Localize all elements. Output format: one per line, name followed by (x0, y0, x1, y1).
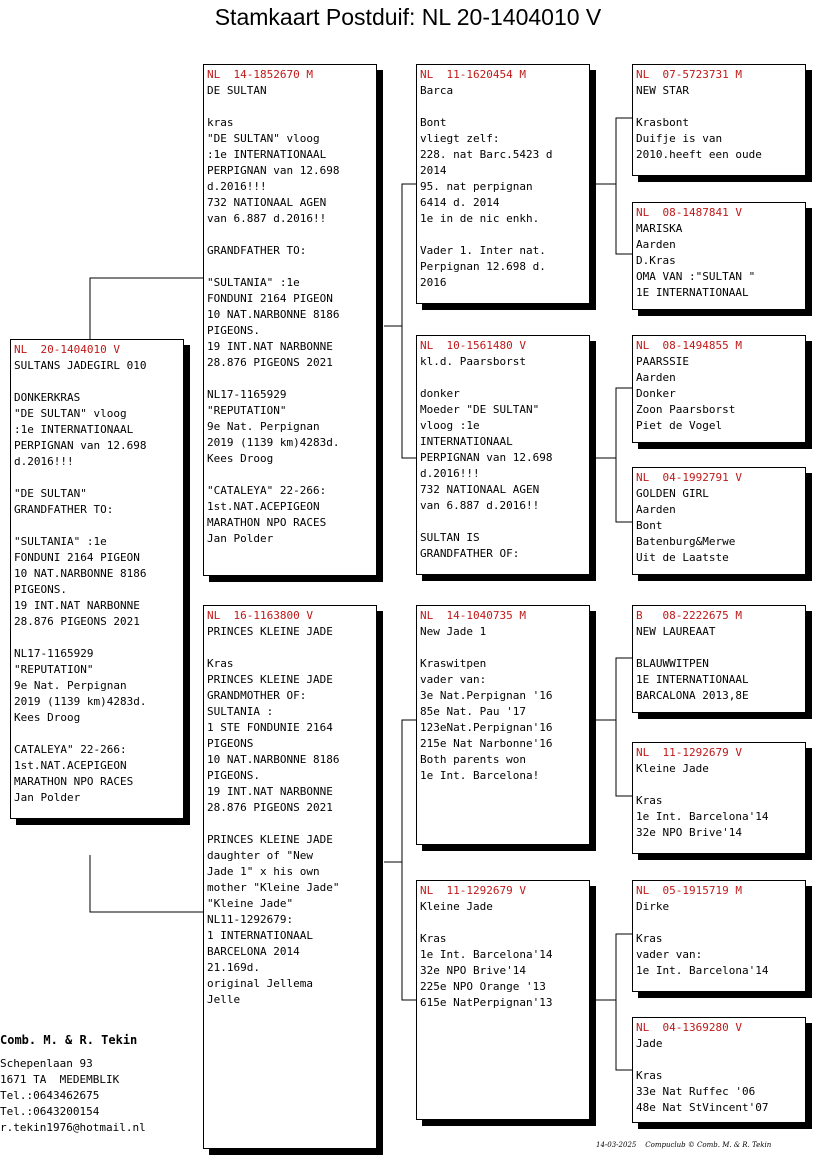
pigeon-card-sire-dam[interactable] (416, 335, 590, 575)
text-line: PERPIGNAN van 12.698 (14, 439, 147, 452)
text-line: Zoon Paarsborst (636, 403, 736, 416)
text-line: Tel.:0643200154 (0, 1105, 100, 1118)
text-line: Jan Polder (14, 791, 81, 804)
text-line: 6414 d. 2014 (420, 196, 500, 209)
text-line: 2019 (1139 km)4283d. (207, 436, 340, 449)
text-line (420, 227, 583, 243)
text-line: original Jellema (207, 977, 313, 990)
text-line: 85e Nat. Pau '17 (420, 705, 526, 718)
text-line: vader van: (636, 948, 703, 961)
text-line: Aarden (636, 503, 676, 516)
text-line: PIGEONS. (207, 324, 260, 337)
text-line: 225e NPO Orange '13 (420, 980, 546, 993)
text-line: 215e Nat Narbonne'16 (420, 737, 553, 750)
ring-number: NL 04-1369280 V (636, 1021, 742, 1034)
text-line: Jade (636, 1037, 663, 1050)
pigeon-details (636, 83, 799, 163)
pigeon-card-dam-sire[interactable] (416, 605, 590, 845)
text-line: :1e INTERNATIONAAL (207, 148, 327, 161)
text-line: Kras (207, 657, 234, 670)
text-line (14, 518, 177, 534)
text-line: Bont (420, 116, 447, 129)
text-line: Schepenlaan 93 (0, 1057, 93, 1070)
text-line: Tel.:0643462675 (0, 1089, 100, 1102)
text-line: FONDUNI 2164 PIGEON (14, 551, 140, 564)
text-line: "DE SULTAN" (14, 487, 87, 500)
pigeon-details (420, 354, 583, 562)
text-line: 9e Nat. Perpignan (207, 420, 320, 433)
ring-number: NL 11-1620454 M (420, 68, 526, 81)
text-line: 1 STE FONDUNIE 2164 (207, 721, 333, 734)
ring-number: NL 20-1404010 V (14, 343, 120, 356)
text-line: Both parents won (420, 753, 526, 766)
text-line: d.2016!!! (207, 180, 267, 193)
ring-number: NL 16-1163800 V (207, 609, 313, 622)
text-line (207, 227, 370, 243)
text-line: 10 NAT.NARBONNE 8186 (207, 308, 340, 321)
text-line (207, 371, 370, 387)
text-line: 33e Nat Ruffec '06 (636, 1085, 756, 1098)
text-line (14, 630, 177, 646)
text-line: SULTAN IS (420, 531, 480, 544)
text-line: FONDUNI 2164 PIGEON (207, 292, 333, 305)
text-line (420, 915, 583, 931)
text-line: Kras (420, 932, 447, 945)
pigeon-details (420, 899, 583, 1011)
pigeon-card-ddd[interactable] (632, 1017, 806, 1123)
text-line: NL17-1165929 (207, 388, 287, 401)
text-line: 1st.NAT.ACEPIGEON (14, 759, 127, 772)
footer-credit: 14-03-2025 Compuclub © Comb. M. & R. Tekin (596, 1141, 772, 1149)
text-line: "SULTANIA" :1e (207, 276, 300, 289)
text-line: Uit de Laatste (636, 551, 729, 564)
text-line: SULTANIA : (207, 705, 274, 718)
text-line: 1e Int. Barcelona'14 (636, 810, 769, 823)
text-line: kras (207, 116, 234, 129)
text-line: Barca (420, 84, 454, 97)
text-line: van 6.887 d.2016!! (207, 212, 327, 225)
text-line: GOLDEN GIRL (636, 487, 709, 500)
text-line: PRINCES KLEINE JADE (207, 625, 333, 638)
pigeon-card-dds[interactable] (632, 880, 806, 992)
text-line: Bont (636, 519, 663, 532)
text-line: Kleine Jade (420, 900, 493, 913)
text-line: 1E INTERNATIONAAL (636, 286, 749, 299)
ring-number: NL 14-1852670 M (207, 68, 313, 81)
pigeon-card-sire-sire[interactable] (416, 64, 590, 304)
text-line (207, 816, 370, 832)
text-line: Kraswitpen (420, 657, 487, 670)
text-line: SULTANS JADEGIRL 010 (14, 359, 147, 372)
pigeon-details (207, 83, 370, 547)
pigeon-card-ssd[interactable] (632, 202, 806, 310)
text-line: PRINCES KLEINE JADE (207, 833, 333, 846)
text-line: vloog :1e (420, 419, 480, 432)
text-line: 732 NATIONAAL AGEN (207, 196, 327, 209)
text-line (207, 259, 370, 275)
pigeon-card-dam-dam[interactable] (416, 880, 590, 1120)
text-line: 1e Int. Barcelona! (420, 769, 540, 782)
text-line: PIGEONS (207, 737, 254, 750)
text-line: NL17-1165929 (14, 647, 94, 660)
text-line: BARCALONA 2013,8E (636, 689, 749, 702)
text-line: "CATALEYA" 22-266: (207, 484, 327, 497)
text-line: NL11-1292679: (207, 913, 294, 926)
text-line: 21.169d. (207, 961, 260, 974)
text-line: Moeder "DE SULTAN" (420, 403, 540, 416)
owner-block (0, 1032, 146, 1136)
text-line: NEW LAUREAAT (636, 625, 716, 638)
pigeon-details (636, 624, 799, 704)
text-line: 10 NAT.NARBONNE 8186 (207, 753, 340, 766)
pigeon-card-sdd[interactable] (632, 467, 806, 575)
pigeon-card-dam[interactable] (203, 605, 377, 1149)
text-line: "Kleine Jade" (207, 897, 294, 910)
text-line (636, 777, 799, 793)
text-line: d.2016!!! (14, 455, 74, 468)
text-line: kl.d. Paarsborst (420, 355, 526, 368)
text-line: Dirke (636, 900, 670, 913)
text-line: Jelle (207, 993, 241, 1006)
text-line: 3e Nat.Perpignan '16 (420, 689, 553, 702)
text-line: 732 NATIONAAL AGEN (420, 483, 540, 496)
text-line: d.2016!!! (420, 467, 480, 480)
pigeon-details (14, 358, 177, 806)
text-line: daughter of "New (207, 849, 313, 862)
text-line: Kras (636, 794, 663, 807)
text-line: DE SULTAN (207, 84, 267, 97)
text-line: 2010.heeft een oude (636, 148, 762, 161)
text-line: PRINCES KLEINE JADE (207, 673, 333, 686)
text-line: vliegt zelf: (420, 132, 500, 145)
text-line: 2014 (420, 164, 447, 177)
text-line (14, 726, 177, 742)
text-line (14, 374, 177, 390)
pigeon-card-dss[interactable] (632, 605, 806, 713)
text-line: MARATHON NPO RACES (14, 775, 134, 788)
text-line: PERPIGNAN van 12.698 (420, 451, 553, 464)
ring-number: B 08-2222675 M (636, 609, 742, 622)
ring-number: NL 14-1040735 M (420, 609, 526, 622)
ring-number: NL 05-1915719 M (636, 884, 742, 897)
text-line: 32e NPO Brive'14 (636, 826, 742, 839)
text-line: Piet de Vogel (636, 419, 723, 432)
page-title: Stamkaart Postduif: NL 20-1404010 V (214, 4, 602, 30)
pigeon-details (636, 1036, 799, 1116)
pigeon-details (636, 354, 799, 434)
text-line: Krasbont (636, 116, 689, 129)
text-line: GRANDFATHER OF: (420, 547, 520, 560)
text-line: 1e in de nic enkh. (420, 212, 540, 225)
text-line: 2019 (1139 km)4283d. (14, 695, 147, 708)
text-line: donker (420, 387, 460, 400)
text-line: 123eNat.Perpignan'16 (420, 721, 553, 734)
text-line: Kleine Jade (636, 762, 709, 775)
text-line: New Jade 1 (420, 625, 487, 638)
pigeon-card-dsd[interactable] (632, 742, 806, 854)
pigeon-details (420, 624, 583, 784)
text-line: "REPUTATION" (207, 404, 287, 417)
text-line: Aarden (636, 371, 676, 384)
text-line: 48e Nat StVincent'07 (636, 1101, 769, 1114)
text-line: Kras (636, 1069, 663, 1082)
text-line: mother "Kleine Jade" (207, 881, 340, 894)
text-line: "REPUTATION" (14, 663, 94, 676)
text-line (207, 99, 370, 115)
pigeon-details (636, 761, 799, 841)
text-line: D.Kras (636, 254, 676, 267)
text-line (636, 915, 799, 931)
text-line: "DE SULTAN" vloog (14, 407, 127, 420)
text-line: 1st.NAT.ACEPIGEON (207, 500, 320, 513)
owner-address (0, 1056, 146, 1136)
pigeon-details (636, 899, 799, 979)
text-line (636, 99, 799, 115)
text-line: van 6.887 d.2016!! (420, 499, 540, 512)
text-line: 32e NPO Brive'14 (420, 964, 526, 977)
text-line: 228. nat Barc.5423 d (420, 148, 553, 161)
text-line (207, 467, 370, 483)
text-line: BARCELONA 2014 (207, 945, 300, 958)
text-line: GRANDMOTHER OF: (207, 689, 307, 702)
ring-number: NL 04-1992791 V (636, 471, 742, 484)
text-line: "DE SULTAN" vloog (207, 132, 320, 145)
text-line (420, 514, 583, 530)
text-line: Vader 1. Inter nat. (420, 244, 546, 257)
text-line: OMA VAN :"SULTAN " (636, 270, 756, 283)
text-line: :1e INTERNATIONAAL (14, 423, 134, 436)
text-line: NEW STAR (636, 84, 689, 97)
text-line (636, 640, 799, 656)
text-line: Donker (636, 387, 676, 400)
text-line: 28.876 PIGEONS 2021 (14, 615, 140, 628)
text-line: 1e Int. Barcelona'14 (636, 964, 769, 977)
text-line: Batenburg&Merwe (636, 535, 736, 548)
text-line: 1 INTERNATIONAAL (207, 929, 313, 942)
text-line: 2016 (420, 276, 447, 289)
owner-name: Comb. M. & R. Tekin (0, 1033, 138, 1047)
text-line: PIGEONS. (14, 583, 67, 596)
text-line (420, 99, 583, 115)
text-line: PERPIGNAN van 12.698 (207, 164, 340, 177)
text-line: INTERNATIONAAL (420, 435, 513, 448)
text-line: Kras (636, 932, 663, 945)
pigeon-card-sire[interactable] (203, 64, 377, 576)
text-line: 19 INT.NAT NARBONNE (207, 785, 333, 798)
text-line (420, 370, 583, 386)
text-line: 1671 TA MEDEMBLIK (0, 1073, 120, 1086)
text-line: 28.876 PIGEONS 2021 (207, 356, 333, 369)
text-line: 19 INT.NAT NARBONNE (207, 340, 333, 353)
text-line (636, 1052, 799, 1068)
text-line (207, 640, 370, 656)
text-line: "SULTANIA" :1e (14, 535, 107, 548)
pigeon-details (207, 624, 370, 1008)
text-line: Jade 1" x his own (207, 865, 320, 878)
text-line: PIGEONS. (207, 769, 260, 782)
text-line: 1E INTERNATIONAAL (636, 673, 749, 686)
ring-number: NL 11-1292679 V (420, 884, 526, 897)
text-line: MARATHON NPO RACES (207, 516, 327, 529)
ring-number: NL 10-1561480 V (420, 339, 526, 352)
text-line: CATALEYA" 22-266: (14, 743, 127, 756)
text-line: GRANDFATHER TO: (207, 244, 307, 257)
text-line: DONKERKRAS (14, 391, 81, 404)
text-line: PAARSSIE (636, 355, 689, 368)
ring-number: NL 08-1494855 M (636, 339, 742, 352)
pigeon-card-sss[interactable] (632, 64, 806, 176)
pigeon-details (636, 486, 799, 566)
text-line: r.tekin1976@hotmail.nl (0, 1121, 146, 1134)
text-line: 9e Nat. Perpignan (14, 679, 127, 692)
text-line: Aarden (636, 238, 676, 251)
text-line: 615e NatPerpignan'13 (420, 996, 553, 1009)
ring-number: NL 08-1487841 V (636, 206, 742, 219)
ring-number: NL 11-1292679 V (636, 746, 742, 759)
text-line: Duifje is van (636, 132, 723, 145)
text-line: 19 INT.NAT NARBONNE (14, 599, 140, 612)
pigeon-card-sds[interactable] (632, 335, 806, 443)
text-line: 95. nat perpignan (420, 180, 533, 193)
text-line: BLAUWWITPEN (636, 657, 709, 670)
text-line: 28.876 PIGEONS 2021 (207, 801, 333, 814)
pigeon-details (636, 221, 799, 301)
text-line: 1e Int. Barcelona'14 (420, 948, 553, 961)
pigeon-card-main[interactable] (10, 339, 184, 819)
ring-number: NL 07-5723731 M (636, 68, 742, 81)
text-line: Jan Polder (207, 532, 274, 545)
text-line: 10 NAT.NARBONNE 8186 (14, 567, 147, 580)
text-line: MARISKA (636, 222, 683, 235)
text-line: GRANDFATHER TO: (14, 503, 114, 516)
text-line (14, 470, 177, 486)
pigeon-details (420, 83, 583, 291)
text-line: Perpignan 12.698 d. (420, 260, 546, 273)
text-line: Kees Droog (14, 711, 81, 724)
text-line: vader van: (420, 673, 487, 686)
text-line (420, 640, 583, 656)
text-line: Kees Droog (207, 452, 274, 465)
